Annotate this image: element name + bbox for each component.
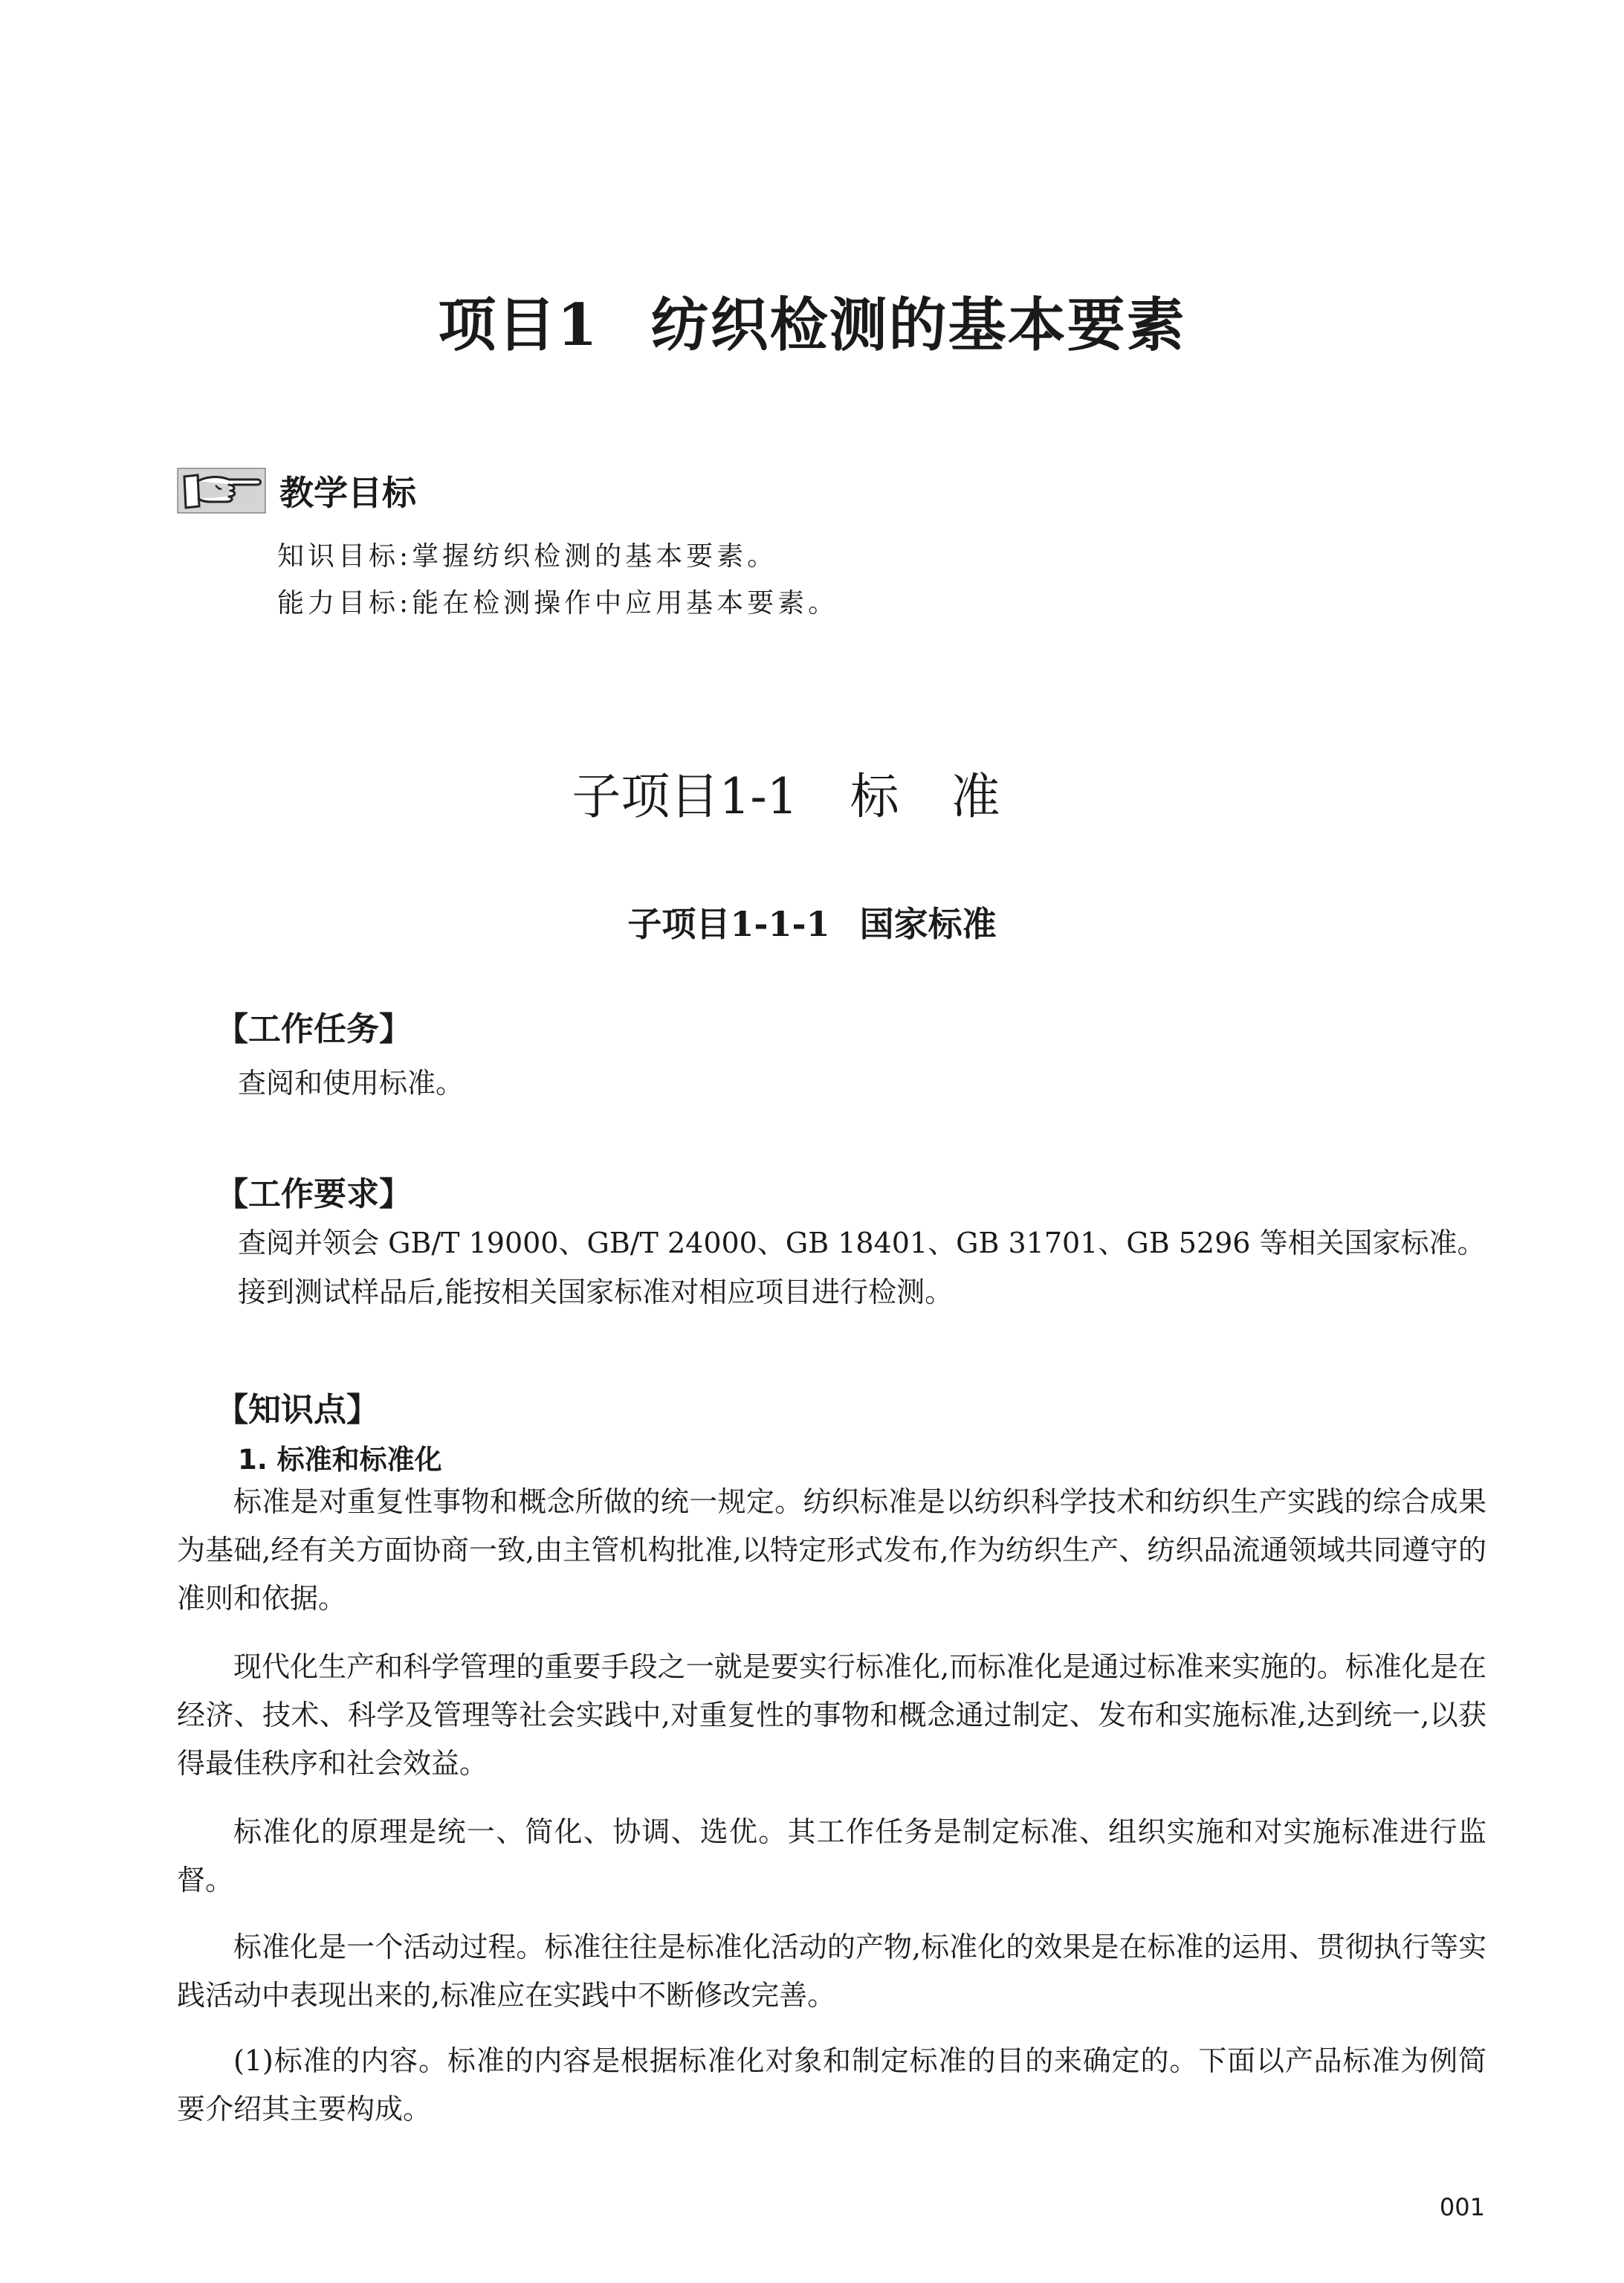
task-heading: 【工作任务】	[216, 1010, 412, 1048]
paragraph-text: 标准化的原理是统一、简化、协调、选优。其工作任务是制定标准、组织实施和对实施标准进行监督。	[177, 1815, 1486, 1896]
paragraph-text: (1)标准的内容。标准的内容是根据标准化对象和制定标准的目的来确定的。下面以产品标准为例简要介绍其主要构成。	[177, 2044, 1486, 2125]
subproject-number: 子项目1-1	[572, 768, 798, 825]
chapter-title	[0, 279, 1624, 362]
subsubproject-title	[0, 897, 1624, 946]
ability-objective: 能力目标:能在检测操作中应用基本要素。	[277, 588, 839, 619]
page-number: 001	[1439, 2193, 1485, 2221]
chapter-number: 项目1	[438, 291, 599, 359]
body-paragraph	[177, 1643, 1486, 1788]
chapter-name: 纺织检测的基本要素	[650, 291, 1186, 359]
knowledge-objective: 知识目标:掌握纺织检测的基本要素。	[277, 541, 778, 572]
body-paragraph	[177, 1808, 1486, 1905]
paragraph-text: 标准是对重复性事物和概念所做的统一规定。纺织标准是以纺织科学技术和纺织生产实践的综合成果为基础,经有关方面协商一致,由主管机构批准,以特定形式发布,作为纺织生产、纺织品流通领域共同遵守的准则和依据。	[177, 1485, 1486, 1615]
body-paragraph	[177, 1478, 1486, 1623]
subproject-title	[0, 757, 1624, 827]
paragraph-text: 标准化是一个活动过程。标准往往是标准化活动的产物,标准化的效果是在标准的运用、贯彻执行等实践活动中表现出来的,标准应在实践中不断修改完善。	[177, 1931, 1486, 2012]
requirement-line: 查阅并领会 GB/T 19000、GB/T 24000、GB 18401、GB 31701、GB 5296 等相关国家标准。	[238, 1227, 1486, 1259]
body-paragraph	[177, 2037, 1486, 2134]
pointing-hand-icon	[177, 468, 266, 514]
subproject-name: 标准	[850, 768, 1052, 825]
subsubproject-number: 子项目1-1-1	[627, 904, 830, 944]
knowledge-point-heading: 1. 标准和标准化	[238, 1444, 442, 1476]
body-paragraph	[177, 1923, 1486, 2020]
knowledge-heading: 【知识点】	[216, 1391, 379, 1429]
paragraph-text: 现代化生产和科学管理的重要手段之一就是要实行标准化,而标准化是通过标准来实施的。标准化是在经济、技术、科学及管理等社会实践中,对重复性的事物和概念通过制定、发布和实施标准,达到统一,以获得最佳秩序和社会效益。	[177, 1650, 1486, 1780]
subsubproject-name: 国家标准	[859, 904, 997, 944]
teaching-objectives-heading: 教学目标	[279, 473, 416, 513]
teaching-objectives-header	[177, 467, 416, 514]
requirement-line: 接到测试样品后,能按相关国家标准对相应项目进行检测。	[238, 1276, 954, 1308]
task-text: 查阅和使用标准。	[238, 1067, 465, 1099]
requirements-heading: 【工作要求】	[216, 1175, 412, 1213]
